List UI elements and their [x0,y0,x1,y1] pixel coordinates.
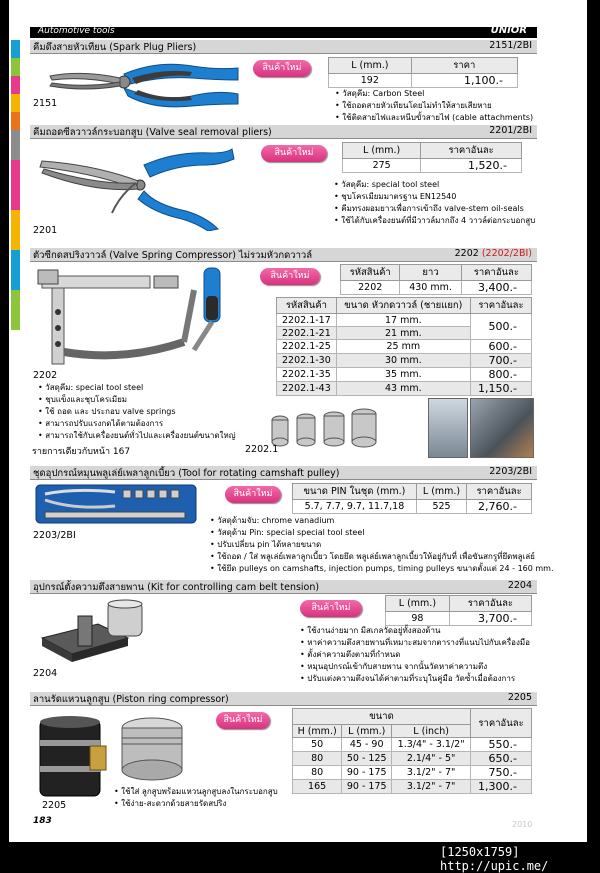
column-header: รหัสสินค้า [277,298,337,314]
accessory-price-table [276,297,532,396]
column-header: ราคาอันละ [449,596,531,612]
product-name: อุปกรณ์ตั้งความตึงสายพาน (Kit for controlling cam belt tension) [33,582,320,593]
product-code: 2205 [507,692,532,703]
column-header: L (mm.) [343,143,421,159]
side-tab [11,290,20,330]
column-header: ยาว [400,265,461,281]
price-table [292,708,532,794]
feature-list [38,382,236,442]
feature-list [334,179,535,227]
table-cell: 50 [293,738,342,752]
column-header: ราคาอันละ [467,484,532,500]
table-cell: 90 - 175 [342,766,392,780]
price-cell: 800.- [470,368,531,382]
price-table [385,595,532,626]
product-valve-seal-pliers [30,125,537,245]
column-header: ราคาอันละ [421,143,522,159]
side-tab [11,76,20,94]
list-item: • วัสดุด้าม Pin: special special tool steel [210,527,554,539]
table-cell: 80 [293,752,342,766]
product-code-alt: (2202/2BI) [481,248,532,259]
image-code: 2204 [33,668,58,679]
product-name: คีมถอดซีลวาวล์กระบอกสูบ (Valve seal removal pliers) [33,127,272,138]
product-title-bar [30,466,537,480]
table-cell: 35 mm. [336,368,470,382]
product-code [455,248,532,259]
price-cell: 600.- [470,340,531,354]
column-header: รหัสสินค้า [341,265,400,281]
side-tab [11,112,20,130]
column-header: L (mm.) [342,725,392,738]
table-cell: 2202.1-43 [277,382,337,396]
list-item: • ชุบโครเมียมมาตรฐาน EN12540 [334,191,535,203]
column-header: L (inch) [392,725,471,738]
table-cell: 98 [386,612,450,626]
new-product-badge: สินค้าใหม่ [253,60,311,77]
new-product-badge: สินค้าใหม่ [260,268,320,285]
product-code: 2204 [507,580,532,591]
table-cell: 2202.1-21 [277,327,337,340]
list-item: • คีมทรงผอมยาวเพื่อการเข้าถึง valve-stem oil-seals [334,203,535,215]
feature-list [300,625,530,685]
side-tab [11,210,20,250]
product-code: 2201/2BI [489,125,532,136]
column-header: L (mm.) [386,596,450,612]
spark-plug-pliers-image [42,54,242,110]
table-cell: 165 [293,780,342,794]
table-cell: 525 [416,500,466,514]
column-header: L (mm.) [416,484,466,500]
side-tab [11,130,20,160]
brand-logo: UNIOR [490,25,527,36]
product-spark-plug-pliers [30,40,537,122]
piston-ring-compressor-image [32,710,112,804]
product-code: 2151/2BI [489,40,532,51]
product-name: ลานรัดแหวนลูกสูบ (Piston ring compressor) [33,694,229,705]
valve-seal-pliers-image [36,143,236,231]
category-header [30,27,537,38]
new-product-badge: สินค้าใหม่ [261,145,327,162]
price-cell: 650.- [471,752,532,766]
product-title-bar [30,40,537,54]
table-cell: 45 - 90 [342,738,392,752]
image-code: 2205 [42,800,67,811]
price-cell: 3,400.- [461,281,531,295]
list-item: • ใช้ได้กับเครื่องยนต์ที่มีวาวล์มากถึง 4 วาวล์ต่อกระบอกสูบ [334,215,535,227]
price-cell: 1,100.- [411,74,517,88]
image-code: 2202 [33,370,58,381]
catalog-year: 2010 [512,820,533,829]
table-cell: 275 [343,159,421,173]
table-cell: 2202.1-30 [277,354,337,368]
product-code: 2203/2BI [489,466,532,477]
list-item: • ใช้ง่าย-สะดวกด้วยสายรัดสปริง [114,798,278,810]
table-cell: 2202.1-17 [277,314,337,327]
table-cell: 30 mm. [336,354,470,368]
new-product-badge: สินค้าใหม่ [225,486,281,503]
product-title-bar [30,580,537,594]
product-cam-belt-tension-kit [30,580,537,682]
table-cell: 17 mm. [336,314,470,327]
side-tab [11,94,20,112]
table-cell: 25 mm [336,340,470,354]
price-cell: 500.- [470,314,531,340]
table-cell: 3.1/2" - 7" [392,766,471,780]
list-item: • ใช้ ถอด และ ประกอบ valve springs [38,406,236,418]
application-photo [470,398,534,458]
price-cell: 700.- [470,354,531,368]
watermark-text: [1250x1759] http://upic.me/ [440,845,549,873]
product-title-bar [30,692,537,706]
list-item: • ใช้ถอด / ใส่ พลูเล่ย์เพลาลูกเบี้ยว โดยยึด พลูเล่ย์เพลาลูกเบี้ยวให้อยู่กับที่ เพื่อขันสกรูที่ยึดพลูเล่ย์ [210,551,554,563]
product-name: คีมดึงสายหัวเทียน (Spark Plug Pliers) [33,42,197,53]
column-header: ขนาด หัวกดวาวล์ (ชายแยก) [336,298,470,314]
belt-tension-kit-image [38,598,156,668]
table-cell: 5.7, 7.7, 9.7, 11.7,18 [293,500,417,514]
list-item: • ปรับแต่งความตึงจนได้ค่าตามที่ระบุในคู่มือ วัดซ้ำเมื่อต้องการ [300,673,530,685]
cross-reference-note: รายการเดียวกับหน้า 167 [32,447,131,457]
price-table [328,57,518,88]
list-item: • สามารถปรับแรงกดได้ตามต้องการ [38,418,236,430]
table-cell: 2.1/4" - 5" [392,752,471,766]
list-item: • วัสดุด้ามจับ: chrome vanadium [210,515,554,527]
product-title-bar [30,125,537,139]
side-tab [11,160,20,210]
feature-list [210,515,554,575]
list-item: • ตั้งค่าความตึงตามที่กำหนด [300,649,530,661]
table-cell: 1.3/4" - 3.1/2" [392,738,471,752]
table-cell: 2202 [341,281,400,295]
list-item: • วัสดุคีม: special tool steel [38,382,236,394]
table-cell: 43 mm. [336,382,470,396]
image-code: 2151 [33,98,58,109]
list-item: • ชุบแข็งและชุบโครเมียม [38,394,236,406]
product-title-bar [30,248,537,262]
application-photo [428,398,468,458]
side-tab [11,250,20,290]
image-code: 2201 [33,225,58,236]
camshaft-tool-case-image [35,484,197,524]
valve-adapter-heads-image [268,406,388,454]
list-item: • วัสดุคีม: special tool steel [334,179,535,191]
product-camshaft-pulley-tool [30,466,554,578]
new-product-badge: สินค้าใหม่ [216,712,270,729]
page-number: 183 [33,816,52,826]
column-header: L (mm.) [329,58,412,74]
product-piston-ring-compressor [30,692,537,812]
piston-image [116,716,188,788]
column-header: ขนาด PIN ในชุด (mm.) [293,484,417,500]
price-table [340,264,532,295]
column-header: ราคาอันละ [461,265,531,281]
list-item: • หมุนอุปกรณ์เข้ากับสายพาน จากนั้นวัดหาค่าความตึง [300,661,530,673]
list-item: • ปรับเปลี่ยน pin ได้หลายขนาด [210,539,554,551]
column-header: H (mm.) [293,725,342,738]
column-header: ราคาอันละ [470,298,531,314]
list-item: • ใช้ใส่ ลูกสูบพร้อมแหวนลูกสูบลงในกระบอกสูบ [114,786,278,798]
column-header: ราคา [411,58,517,74]
price-cell: 1,300.- [471,780,532,794]
list-item: • ใช้ยึด pulleys on camshafts, injection pumps, timing pulleys ขนาดตั้งแต่ 24 - 160 mm. [210,563,554,575]
table-cell: 2202.1-35 [277,368,337,382]
price-cell: 1,150.- [470,382,531,396]
column-header: ราคาอันละ [471,709,532,738]
list-item: • สามารถใช้กับเครื่องยนต์ทั่วไปและเครื่องยนต์ขนาดใหญ่ [38,430,236,442]
list-item: • ใช้ติดสายไฟและหนีบขั้วสายไฟ (cable attachments) [335,112,533,124]
product-valve-spring-compressor [30,248,537,463]
price-cell: 2,760.- [467,500,532,514]
table-cell: 3.1/2" - 7" [392,780,471,794]
valve-spring-compressor-image [34,266,244,370]
column-group-header: ขนาด [293,709,471,725]
table-cell: 192 [329,74,412,88]
category-title: Automotive tools [38,26,115,36]
price-cell: 750.- [471,766,532,780]
accessory-code: 2202.1 [245,444,279,455]
table-cell: 80 [293,766,342,780]
table-cell: 50 - 125 [342,752,392,766]
table-cell: 2202.1-25 [277,340,337,354]
table-cell: 430 mm. [400,281,461,295]
list-item: • หาค่าความตึงสายพานที่เหมาะสมจากตารางที่แนบไปกับเครื่องมือ [300,637,530,649]
table-cell: 21 mm. [336,327,470,340]
image-code: 2203/2BI [33,530,76,541]
feature-list [335,88,533,124]
side-tab [11,40,20,58]
price-cell: 3,700.- [449,612,531,626]
catalog-page [9,0,587,842]
price-cell: 550.- [471,738,532,752]
product-code-main: 2202 [454,248,479,259]
product-name: ตัวซีกดสปริงวาวล์ (Valve Spring Compressor) ไม่รวมหัวกดวาวล์ [33,250,313,261]
list-item: • ใช้งานง่ายมาก มีสเกลวัดอยู่ทั้งสองด้าน [300,625,530,637]
price-table [292,483,532,514]
list-item: • ใช้ถอดสายหัวเทียนโดยไม่ทำให้สายเสียหาย [335,100,533,112]
list-item: • วัสดุคีม: Carbon Steel [335,88,533,100]
price-cell: 1,520.- [421,159,522,173]
table-cell: 90 - 175 [342,780,392,794]
price-table [342,142,522,173]
new-product-badge: สินค้าใหม่ [300,600,362,617]
product-name: ชุดอุปกรณ์หมุนพลูเล่ย์เพลาลูกเบี้ยว (Tool for rotating camshaft pulley) [33,468,340,479]
feature-list [114,786,278,810]
side-tab [11,58,20,76]
